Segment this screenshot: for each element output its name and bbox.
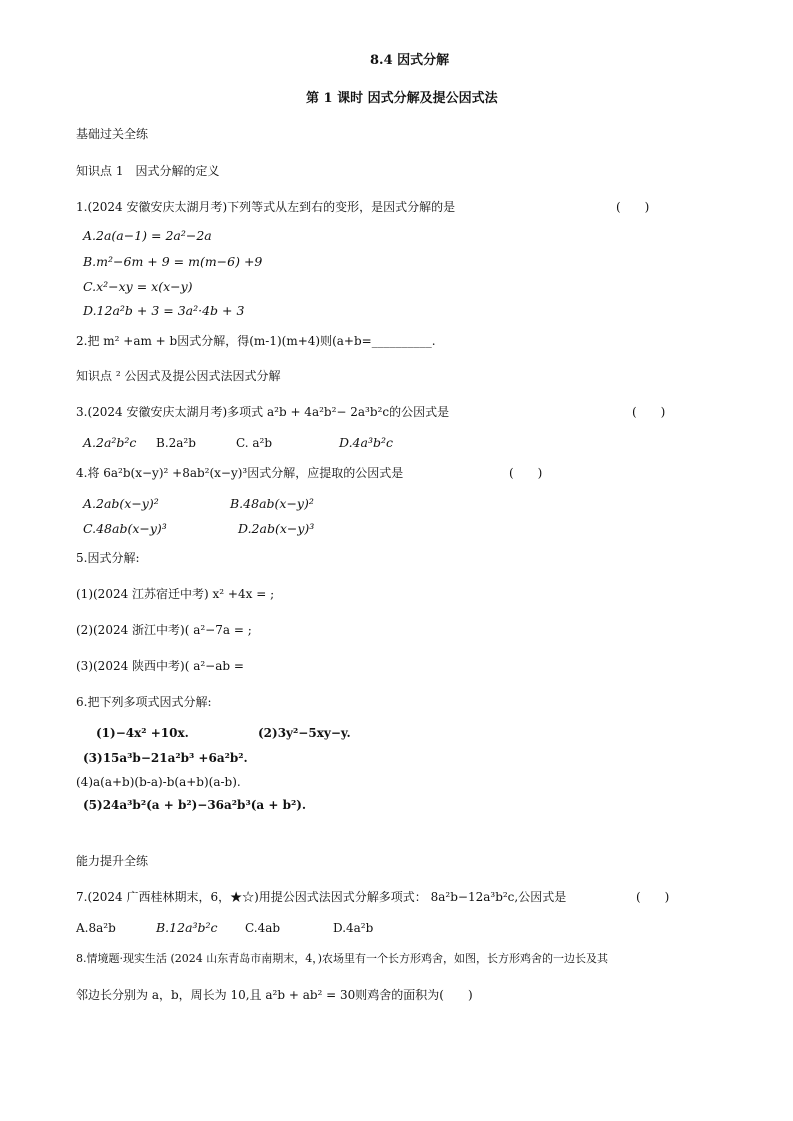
knowledge-point-2: 知识点 ² 公因式及提公因式法因式分解: [76, 369, 281, 383]
question-4-option-c: C.48ab(x−y)³: [83, 521, 167, 536]
question-6-stem: 6.把下列多项式因式分解:: [76, 695, 212, 709]
question-5-part-3: (3)(2024 陕西中考)( a²−ab =: [76, 659, 244, 673]
question-6-part-4: (4)a(a+b)(b-a)-b(a+b)(a-b).: [76, 775, 241, 789]
question-4-option-d: D.2ab(x−y)³: [238, 521, 315, 536]
question-8-line-1: 8.情境题·现实生活 (2024 山东青岛市南期末，4，)农场里有一个长方形鸡舍，如图，长方形鸡舍的一边长及其: [76, 952, 609, 965]
page-title: 8.4 因式分解: [370, 53, 450, 68]
question-4-stem: 4.将 6a²b(x−y)² +8ab²(x−y)³因式分解，应提取的公因式是: [76, 466, 404, 480]
question-6-part-5: (5)24a³b²(a + b²)−36a²b³(a + b²).: [83, 798, 307, 812]
knowledge-point-1: 知识点 1 因式分解的定义: [76, 164, 220, 178]
question-4-option-a: A.2ab(x−y)²: [83, 496, 159, 511]
question-1-bracket: ( ): [616, 200, 650, 214]
question-6-part-3: (3)15a³b−21a²b³ +6a²b².: [83, 751, 248, 765]
page-subtitle: 第 1 课时 因式分解及提公因式法: [306, 91, 498, 106]
question-5-stem: 5.因式分解:: [76, 551, 140, 565]
question-1-stem: 1.(2024 安徽安庆太湖月考)下列等式从左到右的变形，是因式分解的是: [76, 200, 456, 214]
question-7-bracket: ( ): [636, 890, 670, 904]
section-heading-basic: 基础过关全练: [76, 127, 149, 141]
section-heading-advanced: 能力提升全练: [76, 854, 149, 868]
question-8-line-2: 邻边长分别为 a，b，周长为 10,且 a²b + ab² = 30则鸡舍的面积为( ): [76, 988, 473, 1002]
question-2: 2.把 m² +am + b因式分解，得(m-1)(m+4)则(a+b=__________.: [76, 334, 436, 348]
question-3-bracket: ( ): [632, 405, 666, 419]
question-1-option-d: D.12a²b + 3 = 3a²·4b + 3: [83, 303, 245, 318]
question-5-part-1: (1)(2024 江苏宿迁中考) x² +4x = ;: [76, 587, 275, 601]
question-3-option-d: D.4a³b²c: [339, 435, 393, 450]
question-7-option-c: C.4ab: [245, 921, 281, 935]
question-6-part-1: (1)−4x² +10x.: [96, 726, 189, 740]
question-3-stem: 3.(2024 安徽安庆太湖月考)多项式 a²b + 4a²b²− 2a³b²c的公因式是: [76, 405, 450, 419]
question-4-bracket: ( ): [509, 466, 543, 480]
question-1-option-c: C.x²−xy = x(x−y): [83, 279, 193, 294]
question-7-option-a: A.8a²b: [76, 921, 116, 935]
question-1-option-b: B.m²−6m + 9 = m(m−6) +9: [83, 254, 263, 269]
question-3-option-a: A.2a²b²c: [83, 435, 137, 450]
question-7-option-d: D.4a²b: [333, 921, 374, 935]
question-5-part-2: (2)(2024 浙江中考)( a²−7a = ;: [76, 623, 252, 637]
question-3-option-b: B.2a²b: [156, 436, 196, 450]
question-6-part-2: (2)3y²−5xy−y.: [258, 726, 351, 740]
question-7-stem: 7.(2024 广西桂林期末，6，★☆)用提公因式法因式分解多项式： 8a²b−12a³b²c,公因式是: [76, 890, 567, 904]
question-3-option-c: C. a²b: [236, 436, 273, 450]
question-1-option-a: A.2a(a−1) = 2a²−2a: [83, 228, 212, 243]
question-4-option-b: B.48ab(x−y)²: [230, 496, 314, 511]
question-7-option-b: B.12a³b²c: [156, 920, 218, 935]
